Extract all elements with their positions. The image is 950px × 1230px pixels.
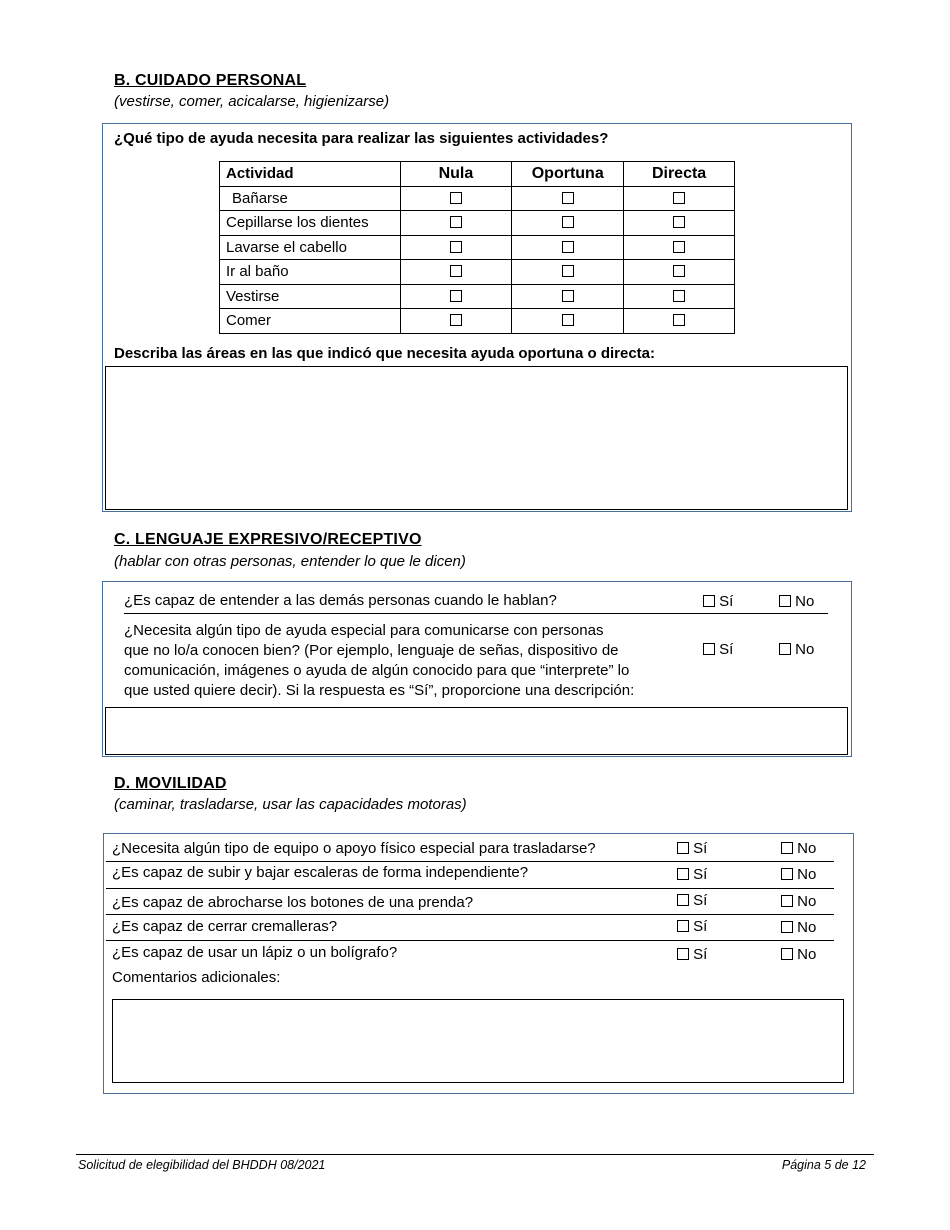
d2-no-label: No bbox=[797, 866, 817, 883]
d4-no-label: No bbox=[797, 919, 817, 936]
c1-yes-label: Sí bbox=[719, 593, 734, 610]
section-d-title: D. MOVILIDAD bbox=[114, 775, 227, 792]
c2-no-checkbox[interactable] bbox=[779, 643, 791, 655]
d2-yes-checkbox[interactable] bbox=[677, 868, 689, 880]
d5-no-label: No bbox=[797, 946, 817, 963]
header-nula: Nula bbox=[400, 162, 512, 187]
question-c2-line: ¿Necesita algún tipo de ayuda especial para comunicarse con personas bbox=[124, 622, 604, 639]
d4-yes-checkbox[interactable] bbox=[677, 920, 689, 932]
checkbox-bano-nula[interactable] bbox=[450, 265, 462, 277]
section-c-subtitle: (hablar con otras personas, entender lo que le dicen) bbox=[114, 553, 466, 570]
activities-table bbox=[219, 161, 735, 334]
c1-no-option[interactable] bbox=[779, 593, 814, 610]
d4-no-checkbox[interactable] bbox=[781, 921, 793, 933]
d2-no-checkbox[interactable] bbox=[781, 868, 793, 880]
checkbox-cabello-nula[interactable] bbox=[450, 241, 462, 253]
header-oportuna: Oportuna bbox=[512, 162, 624, 187]
checkbox-cepillarse-nula[interactable] bbox=[450, 216, 462, 228]
describe-textarea[interactable] bbox=[105, 366, 848, 510]
section-b-title: B. CUIDADO PERSONAL bbox=[114, 72, 307, 89]
activity-banarse: Bañarse bbox=[220, 186, 401, 211]
c2-no-option[interactable] bbox=[779, 641, 814, 658]
d3-yes-label: Sí bbox=[693, 892, 708, 909]
section-d-subtitle: (caminar, trasladarse, usar las capacidades motoras) bbox=[114, 796, 467, 813]
c1-no-label: No bbox=[795, 593, 815, 610]
checkbox-cepillarse-oportuna[interactable] bbox=[562, 216, 574, 228]
c2-yes-option[interactable] bbox=[703, 641, 733, 658]
table-row bbox=[220, 284, 735, 309]
checkbox-bano-oportuna[interactable] bbox=[562, 265, 574, 277]
checkbox-banarse-nula[interactable] bbox=[450, 192, 462, 204]
c1-no-checkbox[interactable] bbox=[779, 595, 791, 607]
d1-yes-option[interactable] bbox=[677, 840, 707, 857]
footer-page-number: Página 5 de 12 bbox=[781, 1158, 866, 1172]
activity-ir-al-bano: Ir al baño bbox=[220, 260, 401, 285]
checkbox-cabello-directa[interactable] bbox=[673, 241, 685, 253]
d5-yes-label: Sí bbox=[693, 946, 708, 963]
header-directa: Directa bbox=[624, 162, 735, 187]
d5-yes-option[interactable] bbox=[677, 946, 707, 963]
comments-textarea[interactable] bbox=[112, 999, 844, 1083]
c1-yes-checkbox[interactable] bbox=[703, 595, 715, 607]
d3-no-label: No bbox=[797, 893, 817, 910]
checkbox-cabello-oportuna[interactable] bbox=[562, 241, 574, 253]
activity-cepillarse: Cepillarse los dientes bbox=[220, 211, 401, 236]
checkbox-cepillarse-directa[interactable] bbox=[673, 216, 685, 228]
d4-no-option[interactable] bbox=[781, 919, 816, 936]
d3-no-option[interactable] bbox=[781, 893, 816, 910]
checkbox-vestirse-oportuna[interactable] bbox=[562, 290, 574, 302]
c1-yes-option[interactable] bbox=[703, 593, 733, 610]
d2-yes-label: Sí bbox=[693, 866, 708, 883]
question-d1: ¿Necesita algún tipo de equipo o apoyo físico especial para trasladarse? bbox=[112, 840, 596, 857]
d5-no-option[interactable] bbox=[781, 946, 816, 963]
d2-yes-option[interactable] bbox=[677, 866, 707, 883]
d1-no-checkbox[interactable] bbox=[781, 842, 793, 854]
question-c2 bbox=[124, 621, 634, 701]
c2-no-label: No bbox=[795, 641, 815, 658]
checkbox-comer-oportuna[interactable] bbox=[562, 314, 574, 326]
question-c2-line: comunicación, imágenes o ayuda de algún conocido para que “interprete” lo bbox=[124, 662, 630, 679]
describe-label: Describa las áreas en las que indicó que necesita ayuda oportuna o directa: bbox=[114, 345, 656, 362]
d2-no-option[interactable] bbox=[781, 866, 816, 883]
table-row bbox=[220, 260, 735, 285]
divider bbox=[106, 940, 834, 941]
table-row bbox=[220, 186, 735, 211]
checkbox-banarse-directa[interactable] bbox=[673, 192, 685, 204]
d1-yes-checkbox[interactable] bbox=[677, 842, 689, 854]
c2-yes-label: Sí bbox=[719, 641, 734, 658]
question-d5: ¿Es capaz de usar un lápiz o un bolígrafo? bbox=[112, 944, 398, 961]
c2-yes-checkbox[interactable] bbox=[703, 643, 715, 655]
divider bbox=[106, 914, 834, 915]
d1-no-label: No bbox=[797, 840, 817, 857]
question-c1: ¿Es capaz de entender a las demás personas cuando le hablan? bbox=[124, 592, 557, 609]
divider bbox=[124, 613, 828, 614]
question-c2-line: que no lo/a conocen bien? (Por ejemplo, lenguaje de señas, dispositivo de bbox=[124, 642, 619, 659]
d5-yes-checkbox[interactable] bbox=[677, 948, 689, 960]
activity-vestirse: Vestirse bbox=[220, 284, 401, 309]
question-d2: ¿Es capaz de subir y bajar escaleras de forma independiente? bbox=[112, 864, 529, 881]
section-b-question: ¿Qué tipo de ayuda necesita para realizar las siguientes actividades? bbox=[114, 130, 609, 147]
footer-divider bbox=[76, 1154, 874, 1155]
table-row bbox=[220, 309, 735, 334]
table-row bbox=[220, 211, 735, 236]
checkbox-vestirse-directa[interactable] bbox=[673, 290, 685, 302]
checkbox-comer-directa[interactable] bbox=[673, 314, 685, 326]
activity-comer: Comer bbox=[220, 309, 401, 334]
table-header-row bbox=[220, 162, 735, 187]
table-row bbox=[220, 235, 735, 260]
comments-label: Comentarios adicionales: bbox=[112, 969, 281, 986]
footer-form-id: Solicitud de elegibilidad del BHDDH 08/2021 bbox=[78, 1158, 326, 1172]
checkbox-bano-directa[interactable] bbox=[673, 265, 685, 277]
divider bbox=[106, 861, 834, 862]
question-d4: ¿Es capaz de cerrar cremalleras? bbox=[112, 918, 338, 935]
d3-yes-option[interactable] bbox=[677, 892, 707, 909]
checkbox-vestirse-nula[interactable] bbox=[450, 290, 462, 302]
section-b-subtitle: (vestirse, comer, acicalarse, higienizarse) bbox=[114, 93, 390, 110]
d4-yes-label: Sí bbox=[693, 918, 708, 935]
d3-no-checkbox[interactable] bbox=[781, 895, 793, 907]
d1-yes-label: Sí bbox=[693, 840, 708, 857]
header-actividad: Actividad bbox=[220, 162, 401, 187]
d5-no-checkbox[interactable] bbox=[781, 948, 793, 960]
communication-description-textarea[interactable] bbox=[105, 707, 848, 755]
question-d3: ¿Es capaz de abrocharse los botones de una prenda? bbox=[112, 894, 474, 911]
activity-lavarse-cabello: Lavarse el cabello bbox=[220, 235, 401, 260]
d3-yes-checkbox[interactable] bbox=[677, 894, 689, 906]
divider bbox=[106, 888, 834, 889]
checkbox-banarse-oportuna[interactable] bbox=[562, 192, 574, 204]
section-c-title: C. LENGUAJE EXPRESIVO/RECEPTIVO bbox=[114, 531, 422, 548]
checkbox-comer-nula[interactable] bbox=[450, 314, 462, 326]
d4-yes-option[interactable] bbox=[677, 918, 707, 935]
question-c2-line: que usted quiere decir). Si la respuesta es “Sí”, proporcione una descripción: bbox=[124, 682, 635, 699]
d1-no-option[interactable] bbox=[781, 840, 816, 857]
